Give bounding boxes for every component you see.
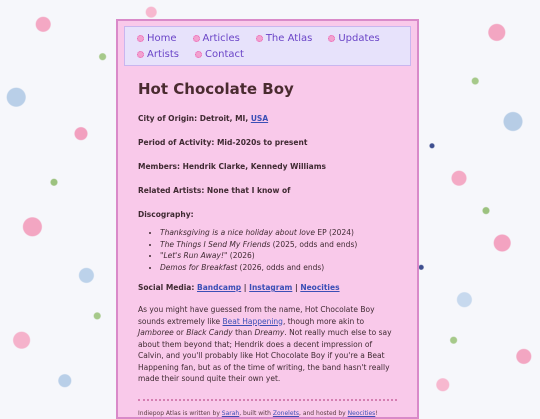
- origin-link[interactable]: USA: [250, 114, 269, 123]
- related-row: Related Artists: None that I know of: [138, 186, 291, 195]
- list-item: [160, 239, 397, 251]
- article-content: [118, 80, 417, 385]
- footer-text: !: [375, 409, 378, 417]
- neocities-link[interactable]: Neocities: [300, 283, 340, 292]
- release-detail: (2025, odds and ends): [270, 239, 358, 249]
- nav-artists[interactable]: [137, 46, 179, 62]
- origin-label: City of Origin: Detroit, MI,: [138, 114, 249, 123]
- footer-zonelets-link[interactable]: Zonelets: [272, 409, 299, 417]
- instagram-link[interactable]: Instagram: [249, 283, 293, 292]
- discography-list: [138, 227, 397, 273]
- release-detail: (2026, odds and ends): [237, 262, 325, 272]
- discography-label: Discography:: [138, 210, 194, 219]
- album-jamboree: Jamboree: [138, 328, 174, 337]
- bandcamp-link[interactable]: Bandcamp: [197, 283, 242, 292]
- album-dreamy: Dreamy: [254, 328, 285, 337]
- footer: [118, 401, 417, 417]
- flower-icon: [137, 51, 144, 58]
- release-detail: (2026): [227, 251, 255, 260]
- nav-artists-label: Artists: [147, 48, 179, 60]
- beat-happening-link[interactable]: Beat Happening: [222, 316, 283, 326]
- nav-home[interactable]: [137, 30, 177, 46]
- para-text: than: [232, 328, 255, 337]
- origin-row: [138, 114, 397, 124]
- para-text: . Not really much else to say about them beyond that; Hendrik does a decent impression of Calvin, and you'll probably like Hot Chocolate Boy if you're a Beat Happening fan, but as of the time of writing, the band hasn't really made their sound quite their own yet.: [138, 328, 392, 383]
- footer-text: Indiepop Atlas is written by: [138, 409, 222, 417]
- period-row: Period of Activity: Mid-2020s to present: [138, 138, 308, 147]
- footer-text: , and hosted by: [299, 409, 348, 417]
- nav-articles[interactable]: [193, 30, 240, 46]
- page-container: [116, 19, 419, 419]
- release-title: Thanksgiving is a nice holiday about love: [160, 228, 315, 237]
- nav-the-atlas-label: The Atlas: [265, 32, 313, 44]
- release-title: "Let's Run Away!": [160, 251, 228, 260]
- release-title: The Things I Send My Friends: [160, 239, 271, 249]
- para-text: , though more akin to: [282, 316, 365, 326]
- nav-contact-label: Contact: [205, 48, 244, 60]
- nav-updates[interactable]: [328, 30, 379, 46]
- social-media-row: [138, 283, 397, 292]
- nav-the-atlas[interactable]: [256, 30, 312, 46]
- footer-text: , built with: [239, 409, 273, 417]
- flower-icon: [137, 35, 144, 42]
- flower-icon: [256, 35, 263, 42]
- social-label: Social Media:: [138, 283, 195, 292]
- social-separator: |: [292, 283, 301, 292]
- list-item: [160, 262, 397, 274]
- nav-contact[interactable]: [195, 46, 244, 62]
- nav-bar: [124, 26, 411, 66]
- article-paragraph: [138, 304, 397, 385]
- list-item: [160, 250, 397, 262]
- flower-icon: [328, 35, 335, 42]
- footer-author-link[interactable]: Sarah: [221, 409, 240, 417]
- members-row: Members: Hendrik Clarke, Kennedy Williams: [138, 162, 326, 171]
- nav-articles-label: Articles: [202, 32, 240, 44]
- para-text: or: [173, 328, 187, 337]
- nav-home-label: Home: [147, 32, 177, 44]
- nav-updates-label: Updates: [338, 32, 380, 44]
- social-separator: |: [241, 283, 250, 292]
- flower-icon: [195, 51, 202, 58]
- flower-icon: [193, 35, 200, 42]
- release-title: Demos for Breakfast: [160, 262, 238, 272]
- para-text: As you might have guessed from the name, Hot Chocolate Boy sounds extremely like: [138, 305, 375, 326]
- footer-neocities-link[interactable]: Neocities: [347, 409, 376, 417]
- list-item: [160, 227, 397, 239]
- page-title: Hot Chocolate Boy: [138, 80, 294, 98]
- release-detail: EP (2024): [314, 228, 354, 237]
- album-black-candy: Black Candy: [186, 328, 233, 337]
